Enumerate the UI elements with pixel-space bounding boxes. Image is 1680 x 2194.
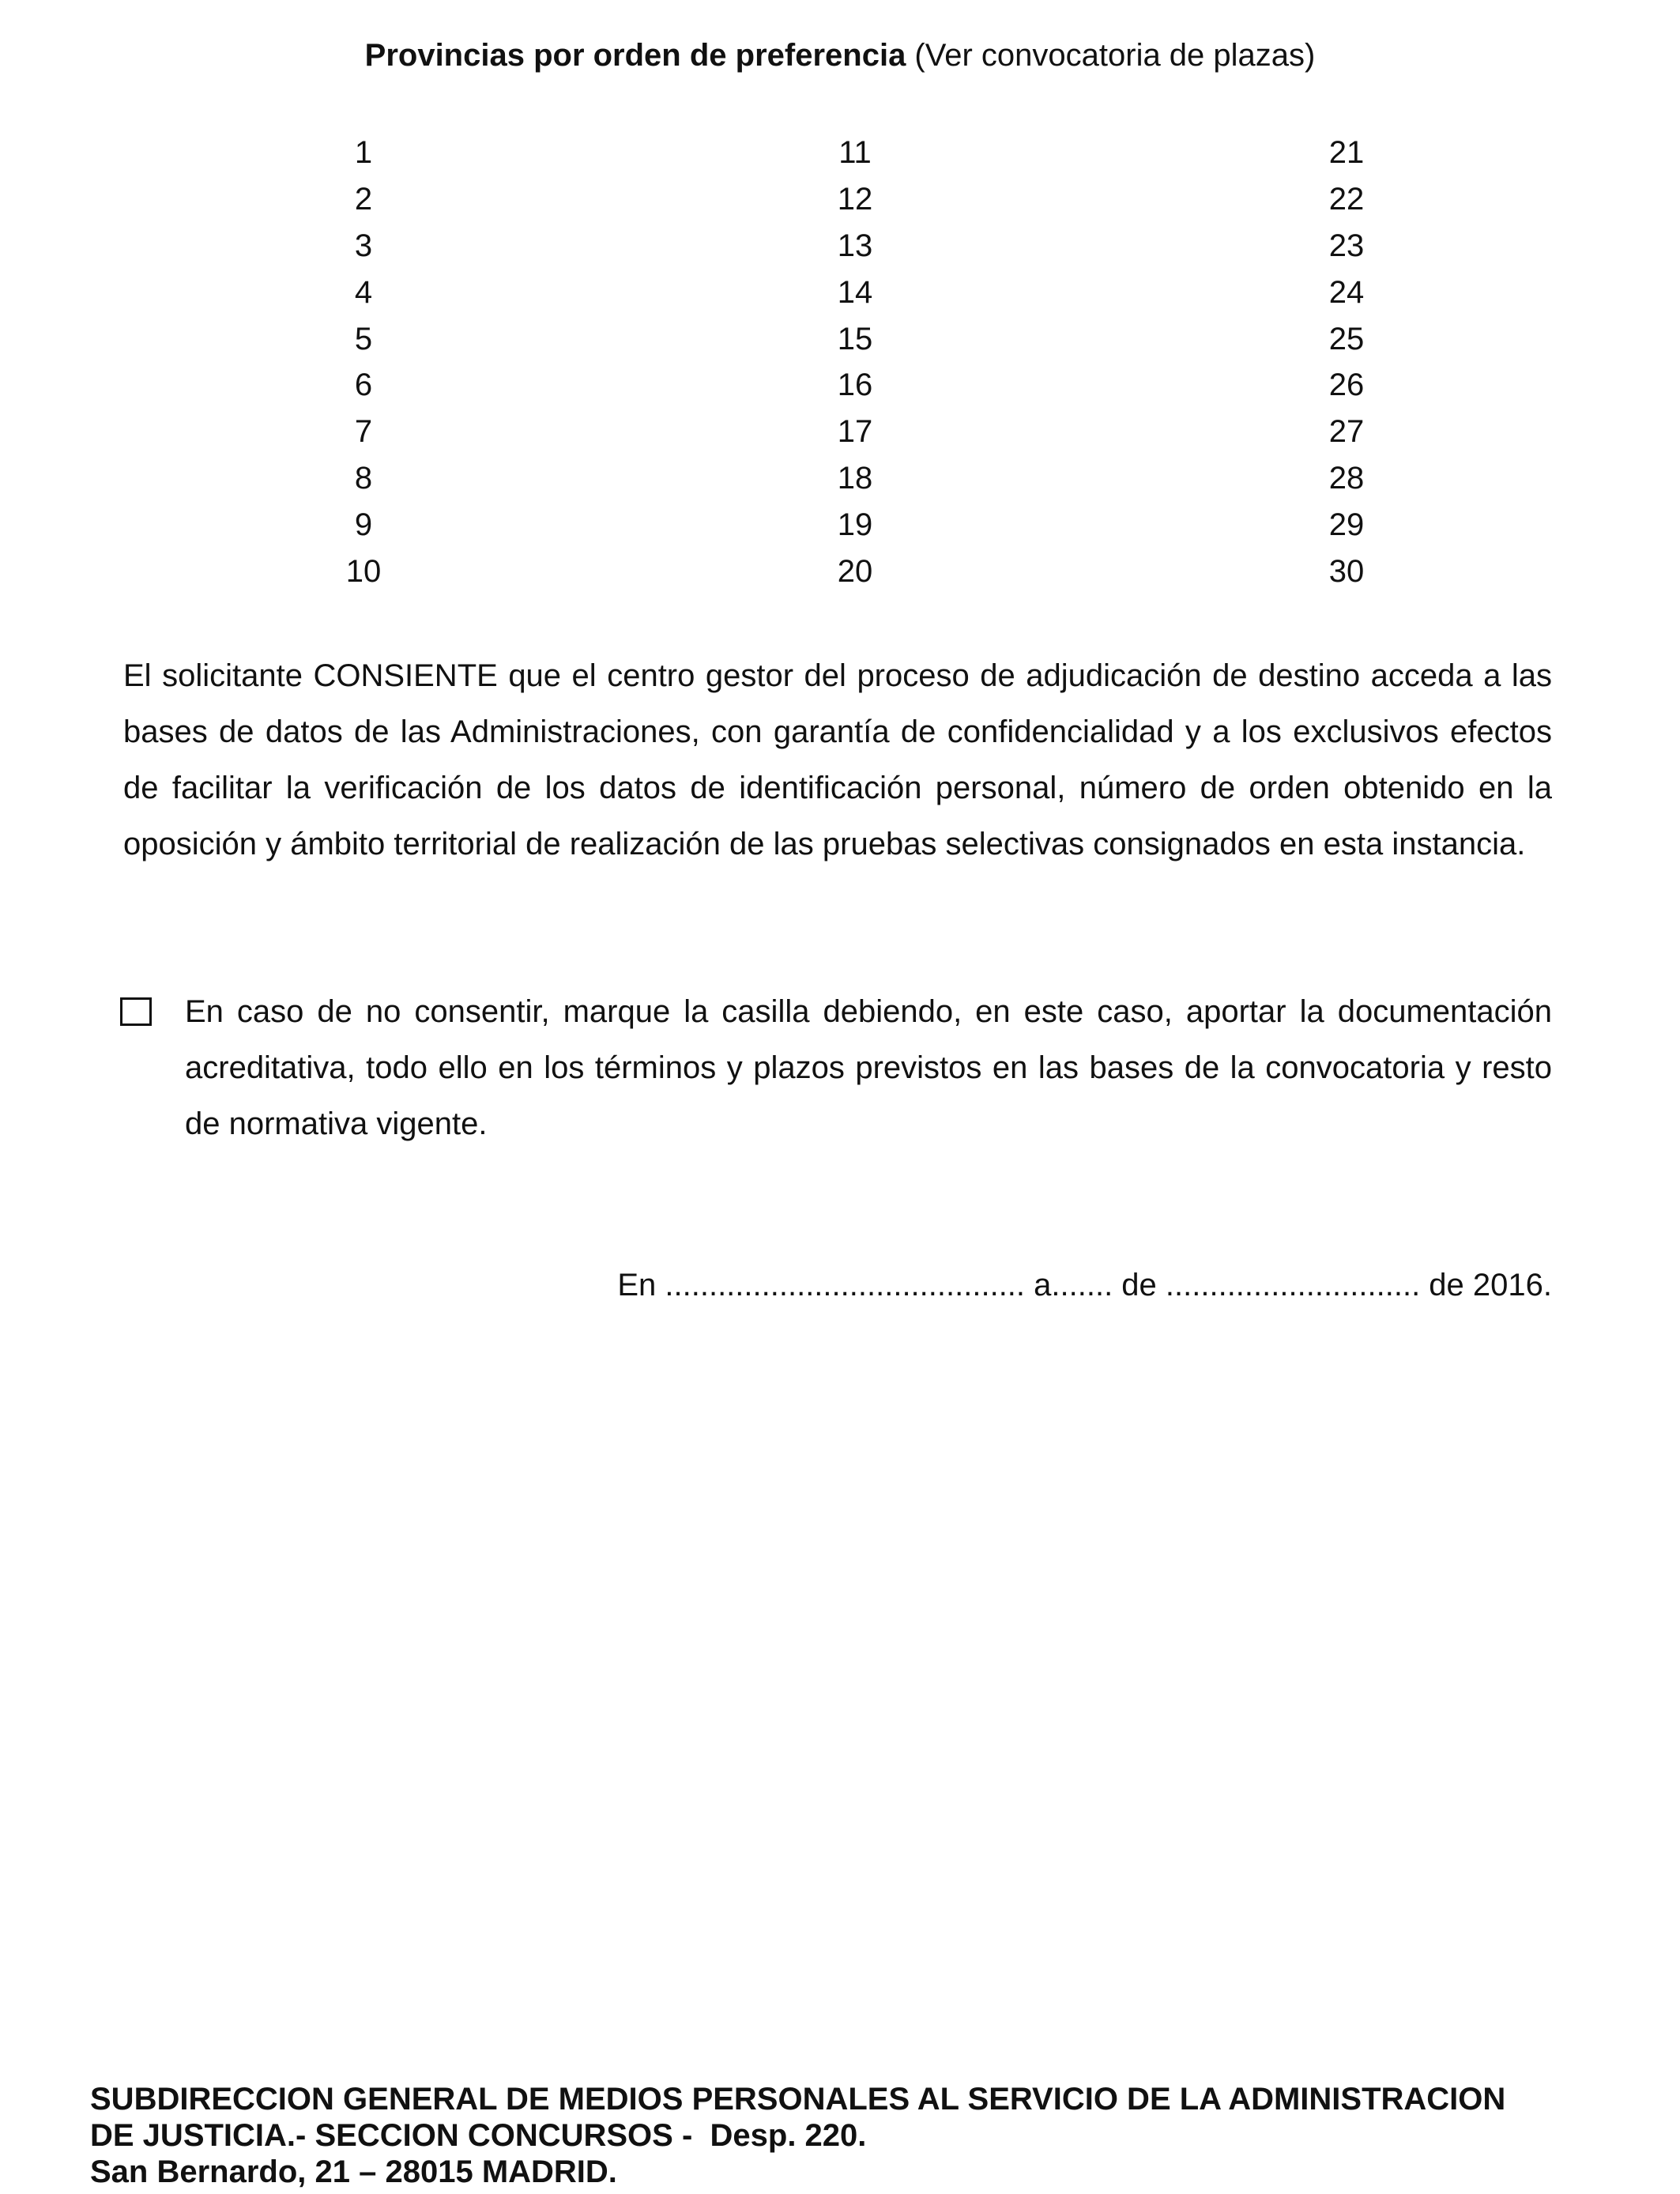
province-slot-23[interactable]: 23 [1328, 228, 1365, 263]
province-slot-4[interactable]: 4 [354, 274, 373, 310]
footer-line-1: SUBDIRECCION GENERAL DE MEDIOS PERSONALES AL SERVICIO DE LA ADMINISTRACION [90, 2082, 1506, 2117]
province-slot-13[interactable]: 13 [837, 228, 873, 263]
opt-out-text: En caso de no consentir, marque la casilla debiendo, en este caso, aportar la documentación acreditativa, todo ello en los términos y plazos previstos en las bases de la convocatoria y resto de normativa vigente. [185, 994, 1552, 1141]
province-slot-3[interactable]: 3 [354, 228, 373, 263]
province-slot-17[interactable]: 17 [837, 414, 873, 450]
province-slot-10[interactable]: 10 [345, 554, 382, 590]
province-slot-19[interactable]: 19 [837, 507, 873, 543]
province-slot-7[interactable]: 7 [354, 414, 373, 450]
province-slot-16[interactable]: 16 [837, 368, 873, 403]
province-slot-27[interactable]: 27 [1328, 414, 1365, 450]
province-slot-9[interactable]: 9 [354, 507, 373, 543]
date-signature-line[interactable]: En ......................................... a....... de ............................. de 2016. [617, 1268, 1552, 1302]
title-regular-part: (Ver convocatoria de plazas) [906, 38, 1316, 73]
province-slot-24[interactable]: 24 [1328, 274, 1365, 310]
province-slot-2[interactable]: 2 [354, 181, 373, 217]
province-slot-1[interactable]: 1 [354, 135, 373, 170]
province-slot-28[interactable]: 28 [1328, 461, 1365, 496]
footer-line-3: San Bernardo, 21 – 28015 MADRID. [90, 2154, 617, 2189]
page-title [0, 33, 1680, 77]
province-slot-14[interactable]: 14 [837, 274, 873, 310]
province-slot-21[interactable]: 21 [1328, 135, 1365, 170]
province-slot-18[interactable]: 18 [837, 461, 873, 496]
province-slot-22[interactable]: 22 [1328, 181, 1365, 217]
province-slot-26[interactable]: 26 [1328, 368, 1365, 403]
provinces-column-2 [792, 130, 918, 595]
province-slot-6[interactable]: 6 [354, 368, 373, 403]
province-slot-15[interactable]: 15 [837, 321, 873, 356]
province-slot-25[interactable]: 25 [1328, 321, 1365, 356]
province-slot-30[interactable]: 30 [1328, 554, 1365, 590]
province-slot-12[interactable]: 12 [837, 181, 873, 217]
opt-out-checkbox[interactable] [120, 997, 152, 1026]
province-slot-5[interactable]: 5 [354, 321, 373, 356]
footer-address [90, 2081, 1591, 2190]
province-slot-8[interactable]: 8 [354, 461, 373, 496]
province-slot-20[interactable]: 20 [837, 554, 873, 590]
province-slot-29[interactable]: 29 [1328, 507, 1365, 543]
consent-paragraph: El solicitante CONSIENTE que el centro gestor del proceso de adjudicación de destino acceda a las bases de datos de las Administraciones, con garantía de confidencialidad y a los exclusivos efectos de facilitar la verificación de los datos de identificación personal, número de orden obtenido en la oposición y ámbito territorial de realización de las pruebas selectivas consignados en esta instancia. [123, 658, 1552, 861]
footer-line-2: DE JUSTICIA.- SECCION CONCURSOS - Desp. 220. [90, 2118, 867, 2153]
provinces-column-3 [1283, 130, 1410, 595]
province-slot-11[interactable]: 11 [838, 135, 872, 170]
provinces-preference-list [0, 130, 1680, 604]
provinces-column-1 [300, 130, 427, 595]
title-bold-part: Provincias por orden de preferencia [364, 38, 906, 73]
